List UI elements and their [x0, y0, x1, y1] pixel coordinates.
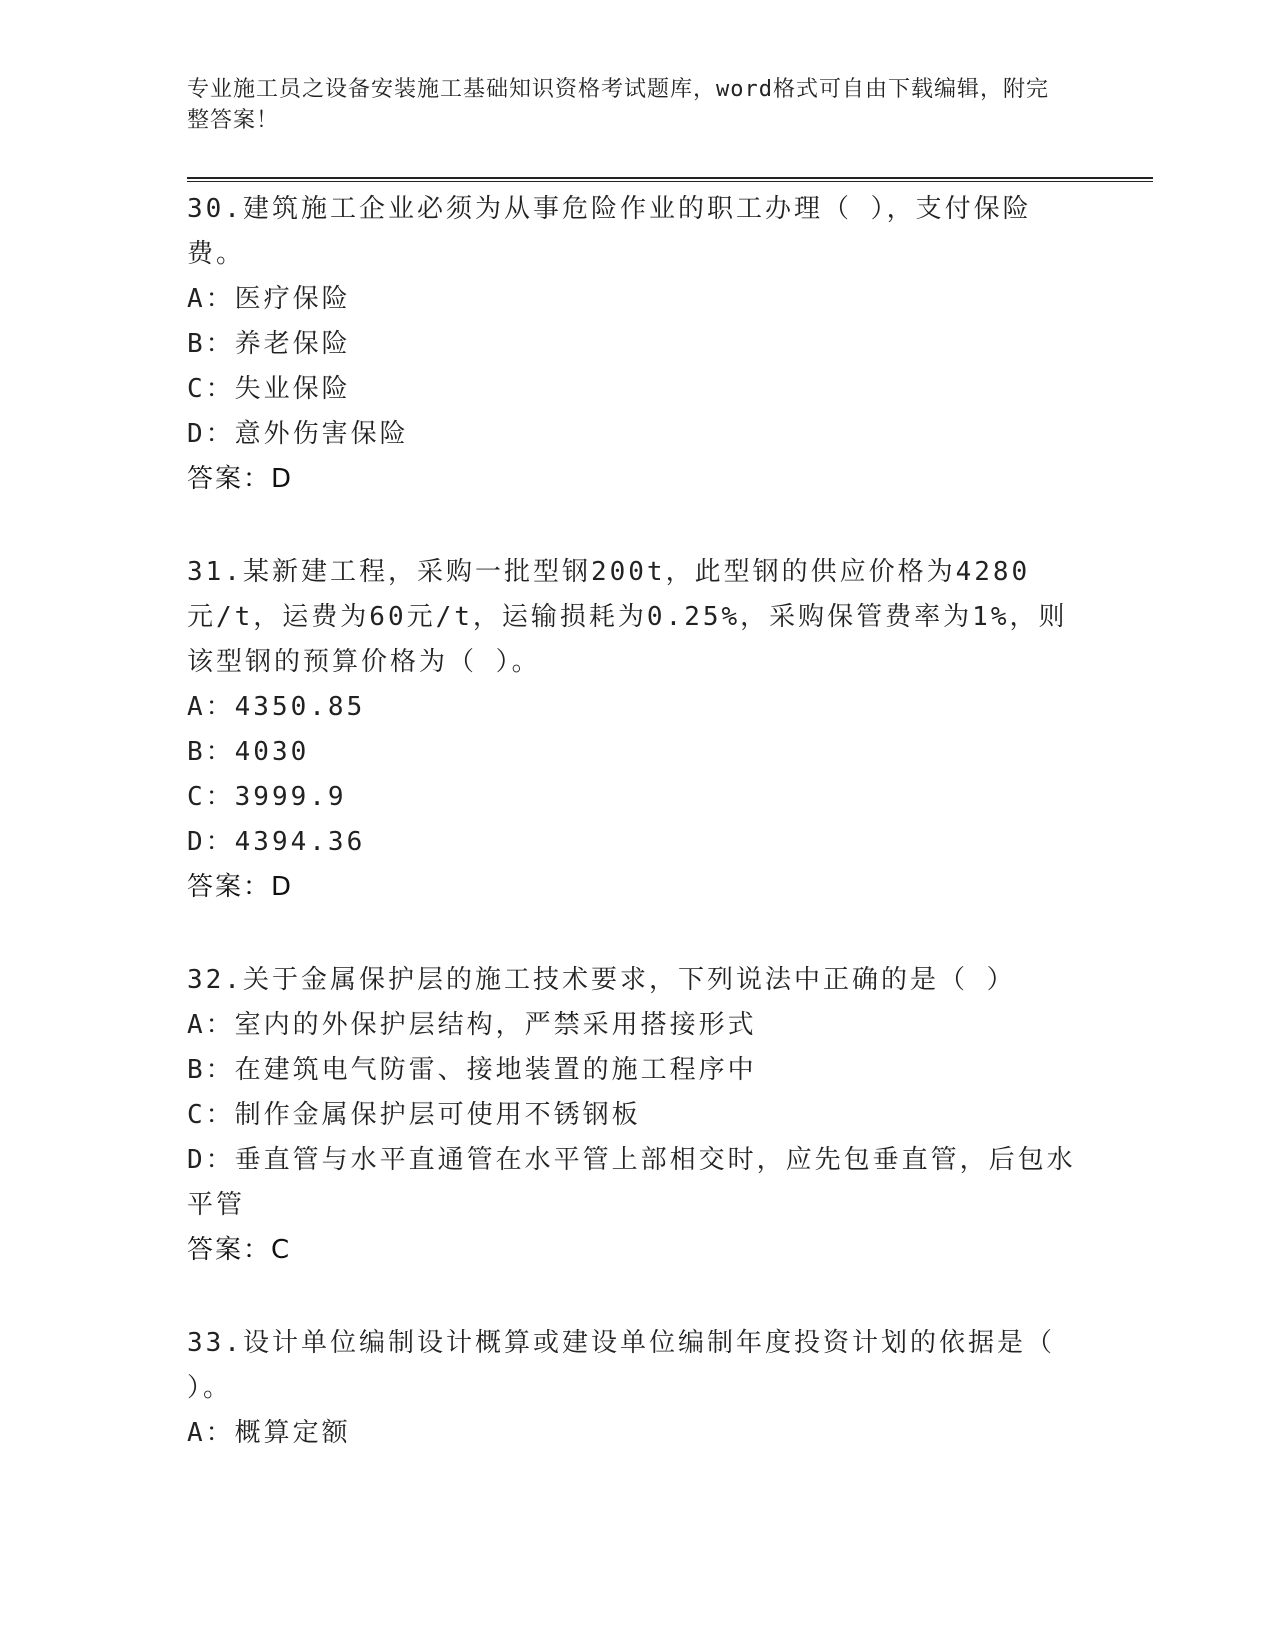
document-header: 专业施工员之设备安装施工基础知识资格考试题库，word格式可自由下载编辑，附完整答案！: [187, 77, 1049, 133]
question-text: 32.关于金属保护层的施工技术要求，下列说法中正确的是（ ）: [187, 965, 1016, 995]
option-d: D：意外伤害保险: [187, 419, 409, 449]
option-b: B：4030: [187, 737, 310, 767]
option-a: A：4350.85: [187, 692, 366, 722]
question-list: [187, 187, 1077, 1504]
option-b: B：养老保险: [187, 329, 351, 359]
option-c: C：失业保险: [187, 374, 351, 404]
option-a: A：室内的外保护层结构，严禁采用搭接形式: [187, 1010, 757, 1040]
question-text: 31.某新建工程，采购一批型钢200t，此型钢的供应价格为4280元/t，运费为60元/t，运输损耗为0.25%，采购保管费率为1%，则该型钢的预算价格为（ ）。: [187, 557, 1068, 677]
answer-line: 答案：D: [187, 872, 294, 902]
option-b: B：在建筑电气防雷、接地装置的施工程序中: [187, 1055, 757, 1085]
answer-line: 答案：C: [187, 1235, 292, 1265]
question-33: [187, 1321, 1077, 1456]
question-32: [187, 958, 1077, 1273]
question-text: 30.建筑施工企业必须为从事危险作业的职工办理（ ），支付保险费。: [187, 194, 1032, 269]
header-divider: [187, 177, 1153, 182]
option-c: C：3999.9: [187, 782, 347, 812]
option-d: D：垂直管与水平直通管在水平管上部相交时，应先包垂直管，后包水平管: [187, 1145, 1076, 1220]
option-a: A：概算定额: [187, 1418, 351, 1448]
option-d: D：4394.36: [187, 827, 366, 857]
option-c: C：制作金属保护层可使用不锈钢板: [187, 1100, 641, 1130]
answer-line: 答案：D: [187, 464, 294, 494]
question-30: [187, 187, 1077, 502]
question-31: [187, 550, 1077, 910]
option-a: A：医疗保险: [187, 284, 351, 314]
question-text: 33.设计单位编制设计概算或建设单位编制年度投资计划的依据是（ ）。: [187, 1328, 1055, 1403]
